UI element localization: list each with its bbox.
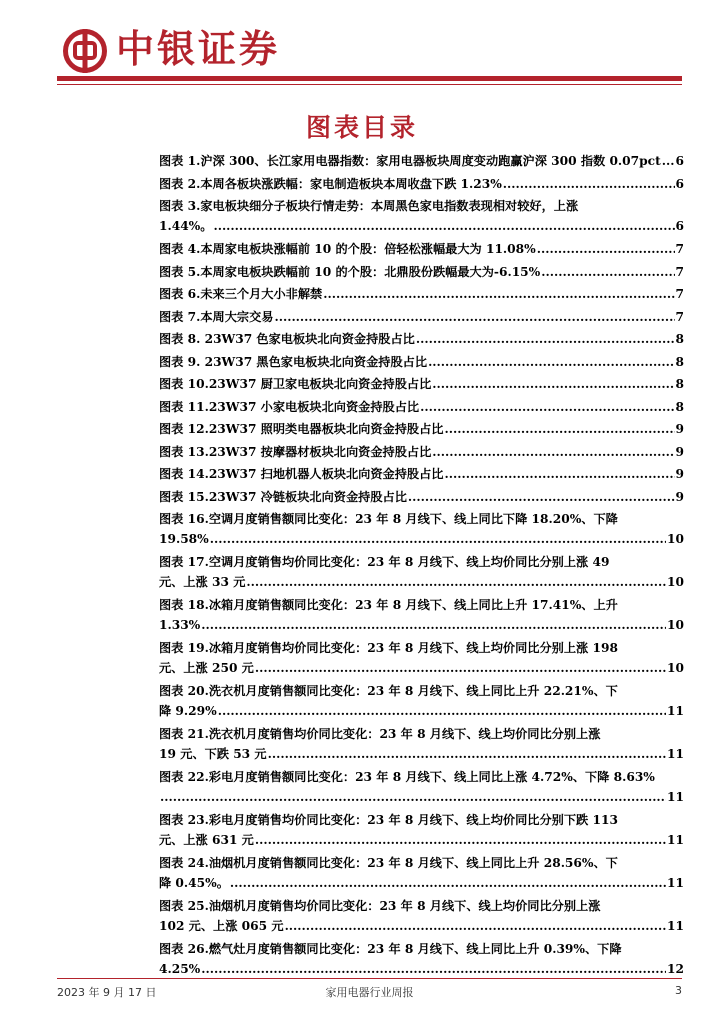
toc-entry-leader-line <box>159 465 684 485</box>
toc-entry-title-line: 图表 21.洗衣机月度销售均价同比变化：23 年 8 月线下、线上均价同比分别上涨 <box>159 727 601 741</box>
toc-entry-leader-line <box>159 917 684 937</box>
toc-entry-title: 图表 12.23W37 照明类电器板块北向资金持股占比 <box>159 422 444 436</box>
toc-entry[interactable] <box>159 330 684 350</box>
toc-entry-page-number: 11 <box>667 703 684 718</box>
toc-entry-leader-line <box>159 420 684 440</box>
toc-entry[interactable] <box>159 308 684 328</box>
toc-entry-title: 19.58% <box>159 531 209 546</box>
toc-entry-leader-line <box>159 659 684 679</box>
toc-entry[interactable] <box>159 152 684 172</box>
header-divider <box>57 76 682 81</box>
dot-leader <box>419 398 674 418</box>
toc-entry-page-number: 10 <box>667 660 684 675</box>
toc-entry-title-line: 图表 23.彩电月度销售均价同比变化：23 年 8 月线下、线上均价同比分别下跌 113 <box>159 813 618 827</box>
footer-page-number: 3 <box>675 984 682 997</box>
toc-entry-leader-line <box>159 398 684 418</box>
toc-entry-leader-line <box>159 616 684 636</box>
toc-entry-title: 图表 1.沪深 300、长江家用电器指数：家用电器板块周度变动跑赢沪深 300 指数 0.07pct <box>159 154 661 168</box>
toc-entry-page-number: 8 <box>675 399 684 414</box>
header-divider-thin <box>57 84 682 85</box>
toc-entry-leader-line <box>159 175 684 195</box>
dot-leader <box>217 702 666 722</box>
dot-leader <box>267 745 666 765</box>
toc-entry-title: 1.44%。 <box>159 218 213 233</box>
dot-leader <box>536 240 675 260</box>
toc-entry-page-number: 11 <box>667 918 684 933</box>
toc-entry-title: 19 元、下跌 53 元 <box>159 746 267 761</box>
toc-entry-title: 图表 4.本周家电板块涨幅前 10 的个股：倍轻松涨幅最大为 11.08% <box>159 242 536 256</box>
toc-entry-title-line: 图表 16.空调月度销售额同比变化：23 年 8 月线下、线上同比下降 18.20%、下降 <box>159 512 618 526</box>
toc-entry[interactable] <box>159 768 684 807</box>
toc-entry-title: 图表 10.23W37 厨卫家电板块北向资金持股占比 <box>159 377 432 391</box>
dot-leader <box>200 960 666 980</box>
toc-entry-leader-line <box>159 874 684 894</box>
toc-entry-page-number: 6 <box>675 154 684 168</box>
toc-entry-leader-line <box>159 308 684 328</box>
toc-entry[interactable] <box>159 897 684 936</box>
dot-leader <box>209 530 666 550</box>
toc-entry-title: 102 元、上涨 065 元 <box>159 918 284 933</box>
toc-entry-title: 元、上涨 250 元 <box>159 660 254 675</box>
toc-entry-leader-line <box>159 530 684 550</box>
toc-entry-title: 元、上涨 33 元 <box>159 574 246 589</box>
toc-entry[interactable] <box>159 197 684 236</box>
dot-leader <box>254 831 666 851</box>
toc-entry[interactable] <box>159 420 684 440</box>
toc-entry-title-line: 图表 22.彩电月度销售额同比变化：23 年 8 月线下、线上同比上涨 4.72%、下降 8.63% <box>159 770 655 784</box>
toc-entry-title: 图表 14.23W37 扫地机器人板块北向资金持股占比 <box>159 467 444 481</box>
dot-leader <box>427 353 674 373</box>
toc-entry-page-number: 11 <box>667 875 684 890</box>
dot-leader <box>431 443 674 463</box>
toc-entry-page-number: 6 <box>675 176 684 191</box>
dot-leader <box>212 217 674 237</box>
dot-leader <box>443 420 674 440</box>
toc-entry-leader-line <box>159 375 684 395</box>
toc-entry-page-number: 9 <box>675 444 684 459</box>
toc-entry-page-number: 7 <box>675 287 684 301</box>
toc-entry-title: 图表 5.本周家电板块跌幅前 10 的个股：北鼎股份跌幅最大为-6.15% <box>159 264 541 279</box>
dot-leader <box>200 616 666 636</box>
toc-entry-leader-line <box>159 788 684 808</box>
toc-entry-title-line: 图表 17.空调月度销售均价同比变化：23 年 8 月线下、线上均价同比分别上涨 49 <box>159 555 610 569</box>
toc-entry-title-line: 图表 25.油烟机月度销售均价同比变化：23 年 8 月线下、线上均价同比分别上涨 <box>159 899 601 913</box>
dot-leader <box>273 308 674 328</box>
toc-entry-page-number: 11 <box>667 746 684 761</box>
toc-entry-title: 4.25% <box>159 961 201 976</box>
toc-entry[interactable] <box>159 375 684 395</box>
toc-entry-page-number: 10 <box>667 531 684 546</box>
dot-leader <box>159 788 666 808</box>
toc-entry[interactable] <box>159 353 684 373</box>
bank-of-china-logo-icon <box>62 28 108 74</box>
toc-entry-leader-line <box>159 831 684 851</box>
toc-entry[interactable] <box>159 940 684 979</box>
toc-entry-leader-line <box>159 488 684 508</box>
toc-entry-leader-line <box>159 573 684 593</box>
brand-name: 中银证券 <box>116 27 281 71</box>
dot-leader <box>245 573 666 593</box>
toc-entry-page-number: 7 <box>675 242 684 256</box>
toc-entry[interactable] <box>159 725 684 764</box>
dot-leader <box>661 152 675 172</box>
toc-entry-page-number: 8 <box>675 354 684 369</box>
toc-entry[interactable] <box>159 553 684 592</box>
dot-leader <box>540 263 674 283</box>
toc-entry-title: 降 0.45%。 <box>159 875 229 890</box>
table-of-figures <box>159 152 684 983</box>
toc-entry-title: 1.33% <box>159 617 201 632</box>
toc-entry-title: 图表 8. 23W37 色家电板块北向资金持股占比 <box>159 332 415 346</box>
toc-entry-title-line: 图表 20.洗衣机月度销售额同比变化：23 年 8 月线下、线上同比上升 22.21%、下 <box>159 684 618 698</box>
dot-leader <box>284 917 666 937</box>
toc-entry-title: 图表 6.未来三个月大小非解禁 <box>159 287 323 301</box>
toc-entry-page-number: 11 <box>667 832 684 847</box>
toc-entry-page-number: 9 <box>675 467 684 481</box>
toc-entry[interactable] <box>159 811 684 850</box>
toc-entry-title: 降 9.29% <box>159 703 217 718</box>
footer-divider <box>57 978 682 979</box>
toc-entry-page-number: 10 <box>667 574 684 589</box>
toc-entry[interactable] <box>159 596 684 635</box>
toc-entry[interactable] <box>159 285 684 305</box>
toc-entry[interactable] <box>159 398 684 418</box>
toc-entry-leader-line <box>159 443 684 463</box>
toc-entry[interactable] <box>159 854 684 893</box>
toc-entry-page-number: 11 <box>667 789 684 804</box>
toc-entry[interactable] <box>159 240 684 260</box>
toc-entry-page-number: 7 <box>675 264 684 279</box>
toc-entry[interactable] <box>159 465 684 485</box>
toc-entry-page-number: 8 <box>675 377 684 391</box>
toc-entry-page-number: 9 <box>675 489 684 504</box>
toc-entry-page-number: 7 <box>675 309 684 324</box>
toc-entry-title: 元、上涨 631 元 <box>159 832 254 847</box>
toc-entry-leader-line <box>159 285 684 305</box>
toc-entry-leader-line <box>159 960 684 980</box>
toc-entry-leader-line <box>159 152 684 172</box>
toc-entry-leader-line <box>159 263 684 283</box>
toc-entry-leader-line <box>159 745 684 765</box>
dot-leader <box>502 175 675 195</box>
toc-entry[interactable] <box>159 263 684 283</box>
dot-leader <box>443 465 674 485</box>
page-header <box>0 0 724 90</box>
toc-entry-leader-line <box>159 702 684 722</box>
page-footer <box>57 984 682 1000</box>
dot-leader <box>254 659 666 679</box>
toc-entry-page-number: 10 <box>667 617 684 632</box>
toc-entry-title-line: 图表 19.冰箱月度销售均价同比变化：23 年 8 月线下、线上均价同比分别上涨 198 <box>159 641 618 655</box>
toc-entry-title: 图表 13.23W37 按摩器材板块北向资金持股占比 <box>159 444 432 459</box>
toc-entry-page-number: 8 <box>675 332 684 346</box>
toc-entry-page-number: 6 <box>675 218 684 233</box>
toc-entry[interactable] <box>159 488 684 508</box>
toc-entry[interactable] <box>159 639 684 678</box>
toc-entry-title: 图表 11.23W37 小家电板块北向资金持股占比 <box>159 399 420 414</box>
toc-entry-title-line: 图表 3.家电板块细分子板块行情走势：本周黑色家电指数表现相对较好，上涨 <box>159 199 579 213</box>
dot-leader <box>407 488 675 508</box>
toc-entry-title-line: 图表 24.油烟机月度销售额同比变化：23 年 8 月线下、线上同比上升 28.56%、下 <box>159 856 618 870</box>
toc-entry-leader-line <box>159 240 684 260</box>
toc-entry[interactable] <box>159 682 684 721</box>
toc-entry-title: 图表 9. 23W37 黑色家电板块北向资金持股占比 <box>159 354 428 369</box>
toc-entry[interactable] <box>159 443 684 463</box>
toc-entry[interactable] <box>159 510 684 549</box>
toc-entry-title-line: 图表 26.燃气灶月度销售额同比变化：23 年 8 月线下、线上同比上升 0.39%、下降 <box>159 942 622 956</box>
toc-entry[interactable] <box>159 175 684 195</box>
dot-leader <box>415 330 675 350</box>
footer-date: 2023 年 9 月 17 日 <box>57 986 157 999</box>
toc-entry-leader-line <box>159 217 684 237</box>
toc-entry-leader-line <box>159 353 684 373</box>
toc-entry-leader-line <box>159 330 684 350</box>
dot-leader <box>229 874 666 894</box>
toc-entry-page-number: 12 <box>667 961 684 976</box>
toc-entry-title: 图表 7.本周大宗交易 <box>159 309 274 324</box>
toc-entry-title: 图表 2.本周各板块涨跌幅：家电制造板块本周收盘下跌 1.23% <box>159 176 502 191</box>
dot-leader <box>322 285 674 305</box>
toc-title: 图表目录 <box>305 113 418 142</box>
toc-entry-title-line: 图表 18.冰箱月度销售额同比变化：23 年 8 月线下、线上同比上升 17.41%、上升 <box>159 598 618 612</box>
footer-report-name: 家用电器行业周报 <box>325 986 414 999</box>
dot-leader <box>431 375 674 395</box>
toc-entry-title: 图表 15.23W37 冷链板块北向资金持股占比 <box>159 489 407 504</box>
toc-entry-page-number: 9 <box>675 422 684 436</box>
